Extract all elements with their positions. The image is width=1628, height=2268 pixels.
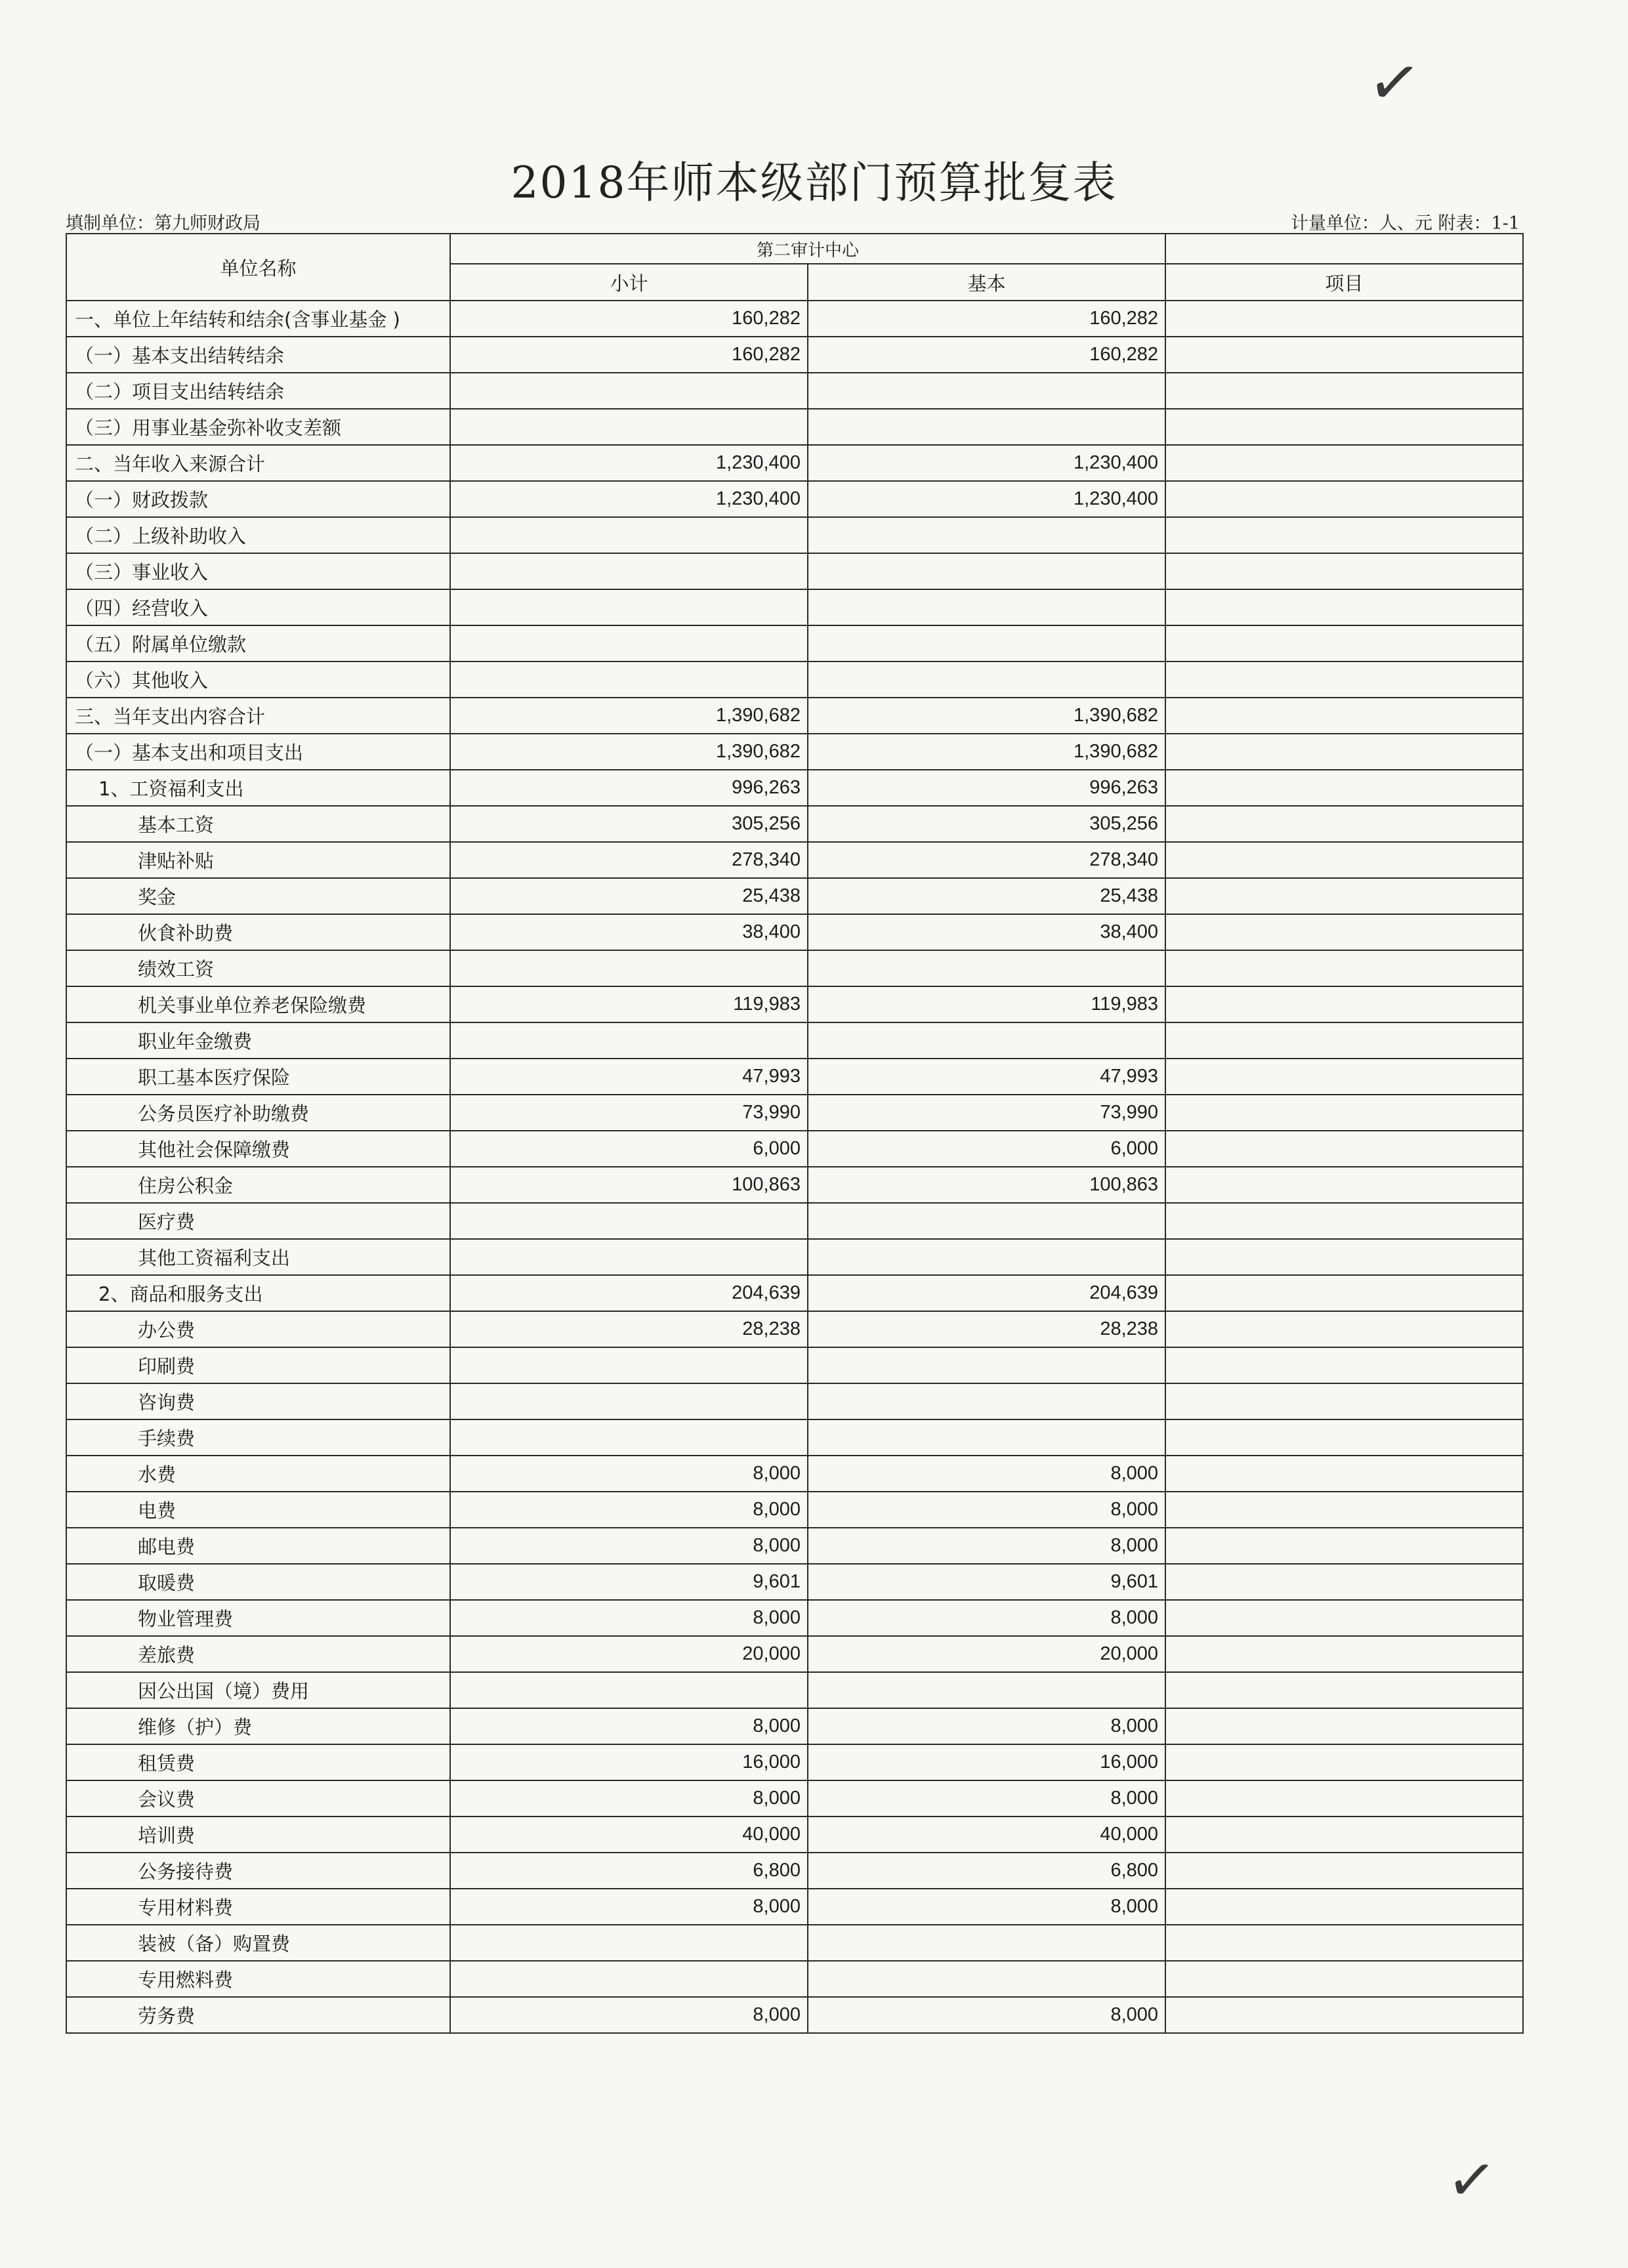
row-subtotal: 305,256	[450, 806, 808, 842]
row-name: 津贴补贴	[66, 842, 450, 878]
row-name: （三）用事业基金弥补收支差额	[66, 409, 450, 445]
row-project	[1165, 1275, 1523, 1311]
row-basic: 28,238	[808, 1311, 1165, 1347]
table-row	[66, 662, 1523, 698]
row-project	[1165, 1600, 1523, 1636]
table-row	[66, 734, 1523, 770]
row-name: 咨询费	[66, 1383, 450, 1419]
row-name: 专用材料费	[66, 1889, 450, 1925]
row-project	[1165, 553, 1523, 589]
row-name: 维修（护）费	[66, 1708, 450, 1744]
row-subtotal: 278,340	[450, 842, 808, 878]
row-basic: 40,000	[808, 1816, 1165, 1853]
row-project	[1165, 986, 1523, 1022]
row-project	[1165, 301, 1523, 337]
row-basic	[808, 1925, 1165, 1961]
table-row	[66, 517, 1523, 553]
row-project	[1165, 1636, 1523, 1672]
row-basic: 6,000	[808, 1131, 1165, 1167]
row-name: 劳务费	[66, 1997, 450, 2033]
row-project	[1165, 1203, 1523, 1239]
row-name: 办公费	[66, 1311, 450, 1347]
table-row	[66, 1203, 1523, 1239]
table-row	[66, 1708, 1523, 1744]
row-subtotal	[450, 662, 808, 698]
row-basic: 8,000	[808, 1492, 1165, 1528]
row-name: 绩效工资	[66, 950, 450, 986]
table-row	[66, 1961, 1523, 1997]
row-basic	[808, 589, 1165, 625]
row-project	[1165, 1131, 1523, 1167]
table-row	[66, 1419, 1523, 1456]
row-subtotal: 47,993	[450, 1059, 808, 1095]
row-name: 二、当年收入来源合计	[66, 445, 450, 481]
row-project	[1165, 589, 1523, 625]
row-project	[1165, 1564, 1523, 1600]
row-basic: 47,993	[808, 1059, 1165, 1095]
table-row	[66, 445, 1523, 481]
row-project	[1165, 914, 1523, 950]
table-row	[66, 986, 1523, 1022]
row-subtotal: 8,000	[450, 1708, 808, 1744]
table-row	[66, 1239, 1523, 1275]
table-row	[66, 1167, 1523, 1203]
table-row	[66, 1997, 1523, 2033]
header-unit-name: 单位名称	[66, 234, 450, 301]
row-name: 职工基本医疗保险	[66, 1059, 450, 1095]
row-project	[1165, 1022, 1523, 1059]
row-name: 邮电费	[66, 1528, 450, 1564]
row-name: 电费	[66, 1492, 450, 1528]
check-mark-icon: ✓	[1443, 2143, 1500, 2217]
row-project	[1165, 517, 1523, 553]
row-project	[1165, 1528, 1523, 1564]
row-project	[1165, 1889, 1523, 1925]
table-row	[66, 1925, 1523, 1961]
row-name: （二）上级补助收入	[66, 517, 450, 553]
row-subtotal: 1,230,400	[450, 445, 808, 481]
row-name: 公务员医疗补助缴费	[66, 1095, 450, 1131]
row-name: 奖金	[66, 878, 450, 914]
table-row	[66, 1600, 1523, 1636]
table-row	[66, 1022, 1523, 1059]
document-title: 2018年师本级部门预算批复表	[511, 158, 1117, 208]
row-project	[1165, 1059, 1523, 1095]
row-subtotal: 1,390,682	[450, 734, 808, 770]
budget-table-body	[66, 301, 1523, 2033]
table-row	[66, 806, 1523, 842]
row-subtotal: 100,863	[450, 1167, 808, 1203]
row-subtotal: 119,983	[450, 986, 808, 1022]
row-subtotal	[450, 1961, 808, 1997]
row-name: 专用燃料费	[66, 1961, 450, 1997]
row-name: （一）基本支出和项目支出	[66, 734, 450, 770]
row-name: （五）附属单位缴款	[66, 625, 450, 662]
row-name: 职业年金缴费	[66, 1022, 450, 1059]
row-subtotal	[450, 625, 808, 662]
row-subtotal: 996,263	[450, 770, 808, 806]
row-project	[1165, 445, 1523, 481]
row-name: 取暖费	[66, 1564, 450, 1600]
row-subtotal	[450, 553, 808, 589]
row-subtotal: 8,000	[450, 1492, 808, 1528]
table-row	[66, 914, 1523, 950]
row-basic: 204,639	[808, 1275, 1165, 1311]
row-subtotal: 8,000	[450, 1528, 808, 1564]
row-subtotal	[450, 1383, 808, 1419]
row-basic: 119,983	[808, 986, 1165, 1022]
table-row	[66, 950, 1523, 986]
table-row	[66, 1780, 1523, 1816]
row-project	[1165, 806, 1523, 842]
row-project	[1165, 1961, 1523, 1997]
row-name: 水费	[66, 1456, 450, 1492]
header-project: 项目	[1165, 264, 1523, 301]
row-subtotal	[450, 373, 808, 409]
row-basic	[808, 1419, 1165, 1456]
header-row-top	[66, 234, 1523, 264]
table-row	[66, 1492, 1523, 1528]
row-project	[1165, 337, 1523, 373]
row-basic	[808, 662, 1165, 698]
row-project	[1165, 1492, 1523, 1528]
measure-unit: 计量单位：人、元 附表：1-1	[1290, 213, 1520, 234]
row-basic: 73,990	[808, 1095, 1165, 1131]
row-name: （二）项目支出结转结余	[66, 373, 450, 409]
row-name: 租赁费	[66, 1744, 450, 1780]
row-basic	[808, 517, 1165, 553]
row-name: 医疗费	[66, 1203, 450, 1239]
row-project	[1165, 950, 1523, 986]
row-name: 2、商品和服务支出	[66, 1275, 450, 1311]
row-basic	[808, 1203, 1165, 1239]
row-subtotal: 6,000	[450, 1131, 808, 1167]
row-name: 1、工资福利支出	[66, 770, 450, 806]
row-subtotal: 16,000	[450, 1744, 808, 1780]
table-row	[66, 878, 1523, 914]
row-name: 差旅费	[66, 1636, 450, 1672]
row-basic: 9,601	[808, 1564, 1165, 1600]
row-name: 其他工资福利支出	[66, 1239, 450, 1275]
row-subtotal: 28,238	[450, 1311, 808, 1347]
table-row	[66, 1347, 1523, 1383]
row-name: （一）基本支出结转结余	[66, 337, 450, 373]
row-subtotal: 40,000	[450, 1816, 808, 1853]
row-name: 三、当年支出内容合计	[66, 698, 450, 734]
row-project	[1165, 481, 1523, 517]
row-subtotal: 204,639	[450, 1275, 808, 1311]
row-subtotal	[450, 517, 808, 553]
row-project	[1165, 1816, 1523, 1853]
row-subtotal: 8,000	[450, 1780, 808, 1816]
row-project	[1165, 1925, 1523, 1961]
row-basic: 8,000	[808, 1708, 1165, 1744]
row-basic: 1,390,682	[808, 698, 1165, 734]
row-name: 会议费	[66, 1780, 450, 1816]
table-row	[66, 770, 1523, 806]
row-basic: 1,230,400	[808, 481, 1165, 517]
table-row	[66, 1672, 1523, 1708]
row-name: （三）事业收入	[66, 553, 450, 589]
row-name: 住房公积金	[66, 1167, 450, 1203]
row-name: 手续费	[66, 1419, 450, 1456]
row-subtotal	[450, 1022, 808, 1059]
row-basic: 25,438	[808, 878, 1165, 914]
row-name: 其他社会保障缴费	[66, 1131, 450, 1167]
row-name: （一）财政拨款	[66, 481, 450, 517]
row-subtotal: 8,000	[450, 1889, 808, 1925]
header-group: 第二审计中心	[450, 234, 1165, 264]
row-basic	[808, 553, 1165, 589]
row-basic: 160,282	[808, 337, 1165, 373]
row-basic: 8,000	[808, 1456, 1165, 1492]
row-basic: 1,230,400	[808, 445, 1165, 481]
row-subtotal: 25,438	[450, 878, 808, 914]
row-project	[1165, 1311, 1523, 1347]
table-row	[66, 1311, 1523, 1347]
row-subtotal: 38,400	[450, 914, 808, 950]
row-subtotal: 8,000	[450, 1456, 808, 1492]
row-project	[1165, 1708, 1523, 1744]
row-subtotal	[450, 1239, 808, 1275]
row-subtotal	[450, 1347, 808, 1383]
row-project	[1165, 1239, 1523, 1275]
table-row	[66, 301, 1523, 337]
budget-table	[66, 233, 1524, 2034]
row-subtotal	[450, 950, 808, 986]
row-basic: 1,390,682	[808, 734, 1165, 770]
table-row	[66, 1636, 1523, 1672]
row-basic: 38,400	[808, 914, 1165, 950]
row-basic: 160,282	[808, 301, 1165, 337]
row-basic	[808, 950, 1165, 986]
row-basic: 6,800	[808, 1853, 1165, 1889]
row-basic: 996,263	[808, 770, 1165, 806]
row-project	[1165, 409, 1523, 445]
table-row	[66, 698, 1523, 734]
header-subtotal: 小计	[450, 264, 808, 301]
row-project	[1165, 373, 1523, 409]
row-subtotal: 160,282	[450, 301, 808, 337]
row-name: 装被（备）购置费	[66, 1925, 450, 1961]
row-project	[1165, 878, 1523, 914]
row-basic: 100,863	[808, 1167, 1165, 1203]
row-project	[1165, 734, 1523, 770]
row-project	[1165, 770, 1523, 806]
row-project	[1165, 1780, 1523, 1816]
row-project	[1165, 1347, 1523, 1383]
row-basic: 8,000	[808, 1528, 1165, 1564]
row-subtotal	[450, 1203, 808, 1239]
row-name: 培训费	[66, 1816, 450, 1853]
check-mark-icon: ✓	[1363, 42, 1426, 123]
row-project	[1165, 662, 1523, 698]
table-row	[66, 1059, 1523, 1095]
table-row	[66, 625, 1523, 662]
row-project	[1165, 1456, 1523, 1492]
table-row	[66, 589, 1523, 625]
row-basic	[808, 1383, 1165, 1419]
row-basic	[808, 1022, 1165, 1059]
row-project	[1165, 1744, 1523, 1780]
table-row	[66, 1095, 1523, 1131]
row-subtotal	[450, 1925, 808, 1961]
row-basic: 8,000	[808, 1600, 1165, 1636]
row-project	[1165, 1167, 1523, 1203]
table-row	[66, 1816, 1523, 1853]
row-subtotal	[450, 589, 808, 625]
row-basic: 8,000	[808, 1889, 1165, 1925]
row-project	[1165, 1095, 1523, 1131]
table-row	[66, 1853, 1523, 1889]
row-subtotal	[450, 409, 808, 445]
table-row	[66, 1383, 1523, 1419]
row-subtotal: 160,282	[450, 337, 808, 373]
row-basic	[808, 409, 1165, 445]
row-name: 机关事业单位养老保险缴费	[66, 986, 450, 1022]
header-group-blank	[1165, 234, 1523, 264]
row-subtotal: 1,390,682	[450, 698, 808, 734]
row-basic: 8,000	[808, 1997, 1165, 2033]
row-subtotal: 8,000	[450, 1997, 808, 2033]
row-basic: 20,000	[808, 1636, 1165, 1672]
table-row	[66, 1456, 1523, 1492]
table-row	[66, 553, 1523, 589]
row-project	[1165, 1672, 1523, 1708]
row-subtotal	[450, 1672, 808, 1708]
row-basic	[808, 1672, 1165, 1708]
row-subtotal: 9,601	[450, 1564, 808, 1600]
table-row	[66, 1131, 1523, 1167]
row-name: 因公出国（境）费用	[66, 1672, 450, 1708]
row-basic: 278,340	[808, 842, 1165, 878]
row-project	[1165, 1853, 1523, 1889]
row-subtotal	[450, 1419, 808, 1456]
table-row	[66, 337, 1523, 373]
row-project	[1165, 1419, 1523, 1456]
header-basic: 基本	[808, 264, 1165, 301]
row-name: 印刷费	[66, 1347, 450, 1383]
row-basic	[808, 1239, 1165, 1275]
table-row	[66, 1889, 1523, 1925]
table-row	[66, 842, 1523, 878]
fill-unit: 填制单位：第九师财政局	[66, 213, 261, 234]
row-subtotal: 6,800	[450, 1853, 808, 1889]
row-name: 基本工资	[66, 806, 450, 842]
row-project	[1165, 1997, 1523, 2033]
table-row	[66, 481, 1523, 517]
row-basic: 305,256	[808, 806, 1165, 842]
row-basic	[808, 373, 1165, 409]
row-basic: 16,000	[808, 1744, 1165, 1780]
row-subtotal: 20,000	[450, 1636, 808, 1672]
table-row	[66, 1744, 1523, 1780]
row-project	[1165, 625, 1523, 662]
row-subtotal: 8,000	[450, 1600, 808, 1636]
row-name: 物业管理费	[66, 1600, 450, 1636]
table-row	[66, 373, 1523, 409]
row-project	[1165, 842, 1523, 878]
row-basic	[808, 625, 1165, 662]
row-subtotal: 1,230,400	[450, 481, 808, 517]
row-name: 公务接待费	[66, 1853, 450, 1889]
row-project	[1165, 698, 1523, 734]
row-project	[1165, 1383, 1523, 1419]
row-subtotal: 73,990	[450, 1095, 808, 1131]
row-basic	[808, 1961, 1165, 1997]
row-name: （四）经营收入	[66, 589, 450, 625]
table-row	[66, 409, 1523, 445]
row-basic: 8,000	[808, 1780, 1165, 1816]
table-row	[66, 1275, 1523, 1311]
row-name: 一、单位上年结转和结余(含事业基金 )	[66, 301, 450, 337]
table-row	[66, 1564, 1523, 1600]
table-row	[66, 1528, 1523, 1564]
row-basic	[808, 1347, 1165, 1383]
row-name: 伙食补助费	[66, 914, 450, 950]
row-name: （六）其他收入	[66, 662, 450, 698]
